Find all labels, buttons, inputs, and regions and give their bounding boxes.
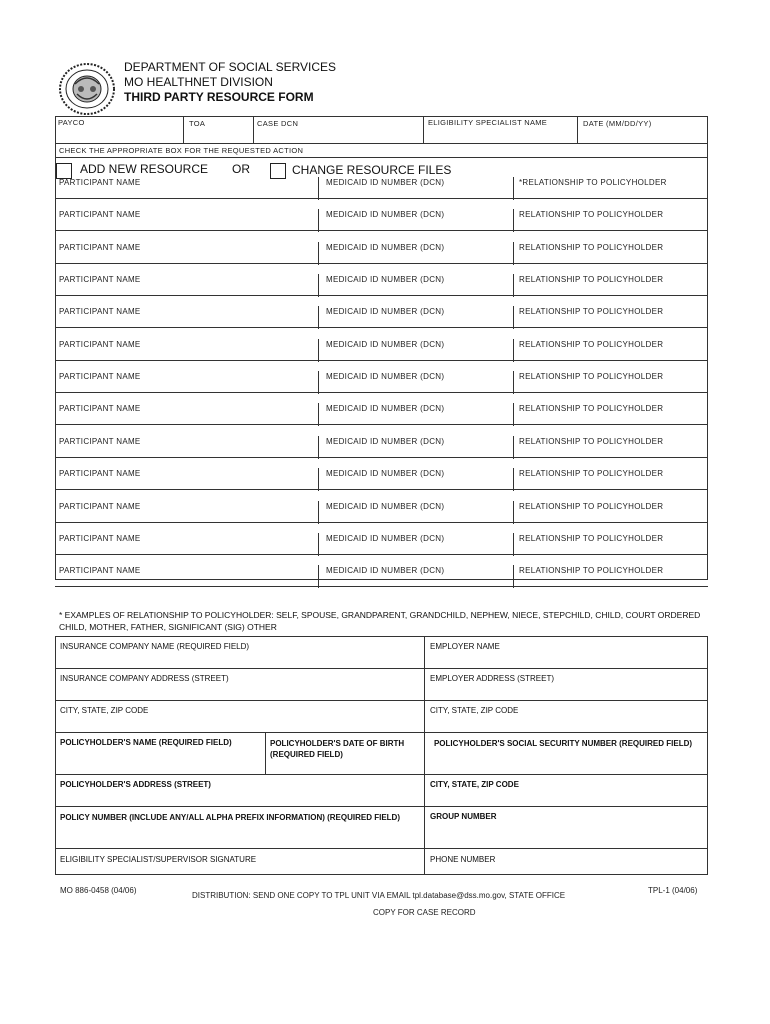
medicaid-id-field[interactable]: MEDICAID ID NUMBER (DCN) — [326, 340, 445, 349]
dept-name: DEPARTMENT OF SOCIAL SERVICES — [124, 60, 337, 74]
add-new-resource-checkbox[interactable] — [56, 163, 72, 179]
participant-name-field[interactable]: PARTICIPANT NAME — [59, 307, 141, 316]
medicaid-id-field[interactable]: MEDICAID ID NUMBER (DCN) — [326, 178, 445, 187]
medicaid-id-field[interactable]: MEDICAID ID NUMBER (DCN) — [326, 566, 445, 575]
participant-name-field[interactable]: PARTICIPANT NAME — [59, 372, 141, 381]
state-seal — [57, 62, 117, 116]
employer-city-field[interactable]: CITY, STATE, ZIP CODE — [430, 706, 519, 715]
medicaid-id-field[interactable]: MEDICAID ID NUMBER (DCN) — [326, 210, 445, 219]
relationship-field[interactable]: RELATIONSHIP TO POLICYHOLDER — [519, 210, 664, 219]
relationship-field[interactable]: RELATIONSHIP TO POLICYHOLDER — [519, 437, 664, 446]
medicaid-id-field[interactable]: MEDICAID ID NUMBER (DCN) — [326, 372, 445, 381]
change-resource-files-checkbox[interactable] — [270, 163, 286, 179]
policyholder-city-field[interactable]: CITY, STATE, ZIP CODE — [430, 780, 519, 789]
signature-field[interactable]: ELIGIBILITY SPECIALIST/SUPERVISOR SIGNATURE — [60, 855, 257, 864]
participant-name-field[interactable]: PARTICIPANT NAME — [59, 275, 141, 284]
group-number-field[interactable]: GROUP NUMBER — [430, 812, 497, 821]
relationship-field[interactable]: RELATIONSHIP TO POLICYHOLDER — [519, 340, 664, 349]
employer-address-field[interactable]: EMPLOYER ADDRESS (STREET) — [430, 674, 555, 683]
policyholder-address-field[interactable]: POLICYHOLDER'S ADDRESS (STREET) — [60, 780, 211, 789]
relationship-field[interactable]: RELATIONSHIP TO POLICYHOLDER — [519, 307, 664, 316]
relationship-field[interactable]: RELATIONSHIP TO POLICYHOLDER — [519, 243, 664, 252]
participant-name-field[interactable]: PARTICIPANT NAME — [59, 502, 141, 511]
add-new-resource-label: ADD NEW RESOURCE — [80, 162, 209, 176]
eligibility-specialist-label: ELIGIBILITY SPECIALIST NAME — [428, 118, 548, 127]
copy-note: COPY FOR CASE RECORD — [373, 908, 476, 917]
relationship-field[interactable]: RELATIONSHIP TO POLICYHOLDER — [519, 404, 664, 413]
phone-number-field[interactable]: PHONE NUMBER — [430, 855, 496, 864]
relationship-field[interactable]: RELATIONSHIP TO POLICYHOLDER — [519, 534, 664, 543]
participant-name-field[interactable]: PARTICIPANT NAME — [59, 243, 141, 252]
policyholder-name-field[interactable]: POLICYHOLDER'S NAME (REQUIRED FIELD) — [60, 738, 232, 747]
participant-name-field[interactable]: PARTICIPANT NAME — [59, 178, 141, 187]
participant-name-field[interactable]: PARTICIPANT NAME — [59, 566, 141, 575]
medicaid-id-field[interactable]: MEDICAID ID NUMBER (DCN) — [326, 502, 445, 511]
change-resource-files-label: CHANGE RESOURCE FILES — [292, 163, 452, 177]
relationship-field[interactable]: RELATIONSHIP TO POLICYHOLDER — [519, 566, 664, 575]
relationship-field[interactable]: RELATIONSHIP TO POLICYHOLDER — [519, 372, 664, 381]
medicaid-id-field[interactable]: MEDICAID ID NUMBER (DCN) — [326, 307, 445, 316]
date-label: DATE (MM/DD/YY) — [583, 119, 652, 128]
payco-label: PAYCO — [58, 118, 85, 127]
participant-name-field[interactable]: PARTICIPANT NAME — [59, 404, 141, 413]
relationship-field[interactable]: RELATIONSHIP TO POLICYHOLDER — [519, 275, 664, 284]
policyholder-dob-field[interactable]: POLICYHOLDER'S DATE OF BIRTH (REQUIRED FIELD) — [270, 739, 405, 759]
relationship-examples: * EXAMPLES OF RELATIONSHIP TO POLICYHOLDER: SELF, SPOUSE, GRANDPARENT, GRANDCHILD, NEPHEW, NIECE, STEPCHILD, CHILD, COURT ORDERED CHILD, MOTHER, FATHER, SIGNIFICANT (SIG) OTHER — [59, 610, 701, 632]
medicaid-id-field[interactable]: MEDICAID ID NUMBER (DCN) — [326, 437, 445, 446]
distribution-note: DISTRIBUTION: SEND ONE COPY TO TPL UNIT VIA EMAIL tpl.database@dss.mo.gov, STATE OFFICE — [192, 891, 566, 900]
medicaid-id-field[interactable]: MEDICAID ID NUMBER (DCN) — [326, 275, 445, 284]
form-number: MO 886-0458 (04/06) — [60, 886, 137, 895]
policyholder-ssn-field[interactable]: POLICYHOLDER'S SOCIAL SECURITY NUMBER (REQUIRED FIELD) — [433, 739, 693, 748]
relationship-field[interactable]: *RELATIONSHIP TO POLICYHOLDER — [519, 178, 667, 187]
medicaid-id-field[interactable]: MEDICAID ID NUMBER (DCN) — [326, 404, 445, 413]
participant-name-field[interactable]: PARTICIPANT NAME — [59, 340, 141, 349]
form-title: THIRD PARTY RESOURCE FORM — [124, 90, 314, 104]
tpl-form-id: TPL-1 (04/06) — [648, 886, 698, 895]
participant-name-field[interactable]: PARTICIPANT NAME — [59, 534, 141, 543]
action-instruction: CHECK THE APPROPRIATE BOX FOR THE REQUESTED ACTION — [59, 146, 304, 155]
insurance-company-address-field[interactable]: INSURANCE COMPANY ADDRESS (STREET) — [60, 674, 229, 683]
case-dcn-label: CASE DCN — [257, 119, 299, 128]
relationship-field[interactable]: RELATIONSHIP TO POLICYHOLDER — [519, 469, 664, 478]
or-label: OR — [232, 162, 250, 176]
insurance-city-field[interactable]: CITY, STATE, ZIP CODE — [60, 706, 149, 715]
participant-name-field[interactable]: PARTICIPANT NAME — [59, 437, 141, 446]
division-name: MO HEALTHNET DIVISION — [124, 75, 273, 89]
relationship-field[interactable]: RELATIONSHIP TO POLICYHOLDER — [519, 502, 664, 511]
insurance-company-name-field[interactable]: INSURANCE COMPANY NAME (REQUIRED FIELD) — [60, 642, 250, 651]
medicaid-id-field[interactable]: MEDICAID ID NUMBER (DCN) — [326, 469, 445, 478]
participant-name-field[interactable]: PARTICIPANT NAME — [59, 469, 141, 478]
toa-label: TOA — [189, 119, 206, 128]
medicaid-id-field[interactable]: MEDICAID ID NUMBER (DCN) — [326, 243, 445, 252]
medicaid-id-field[interactable]: MEDICAID ID NUMBER (DCN) — [326, 534, 445, 543]
employer-name-field[interactable]: EMPLOYER NAME — [430, 642, 500, 651]
participant-name-field[interactable]: PARTICIPANT NAME — [59, 210, 141, 219]
policy-number-field[interactable]: POLICY NUMBER (INCLUDE ANY/ALL ALPHA PREFIX INFORMATION) (REQUIRED FIELD) — [60, 813, 400, 822]
